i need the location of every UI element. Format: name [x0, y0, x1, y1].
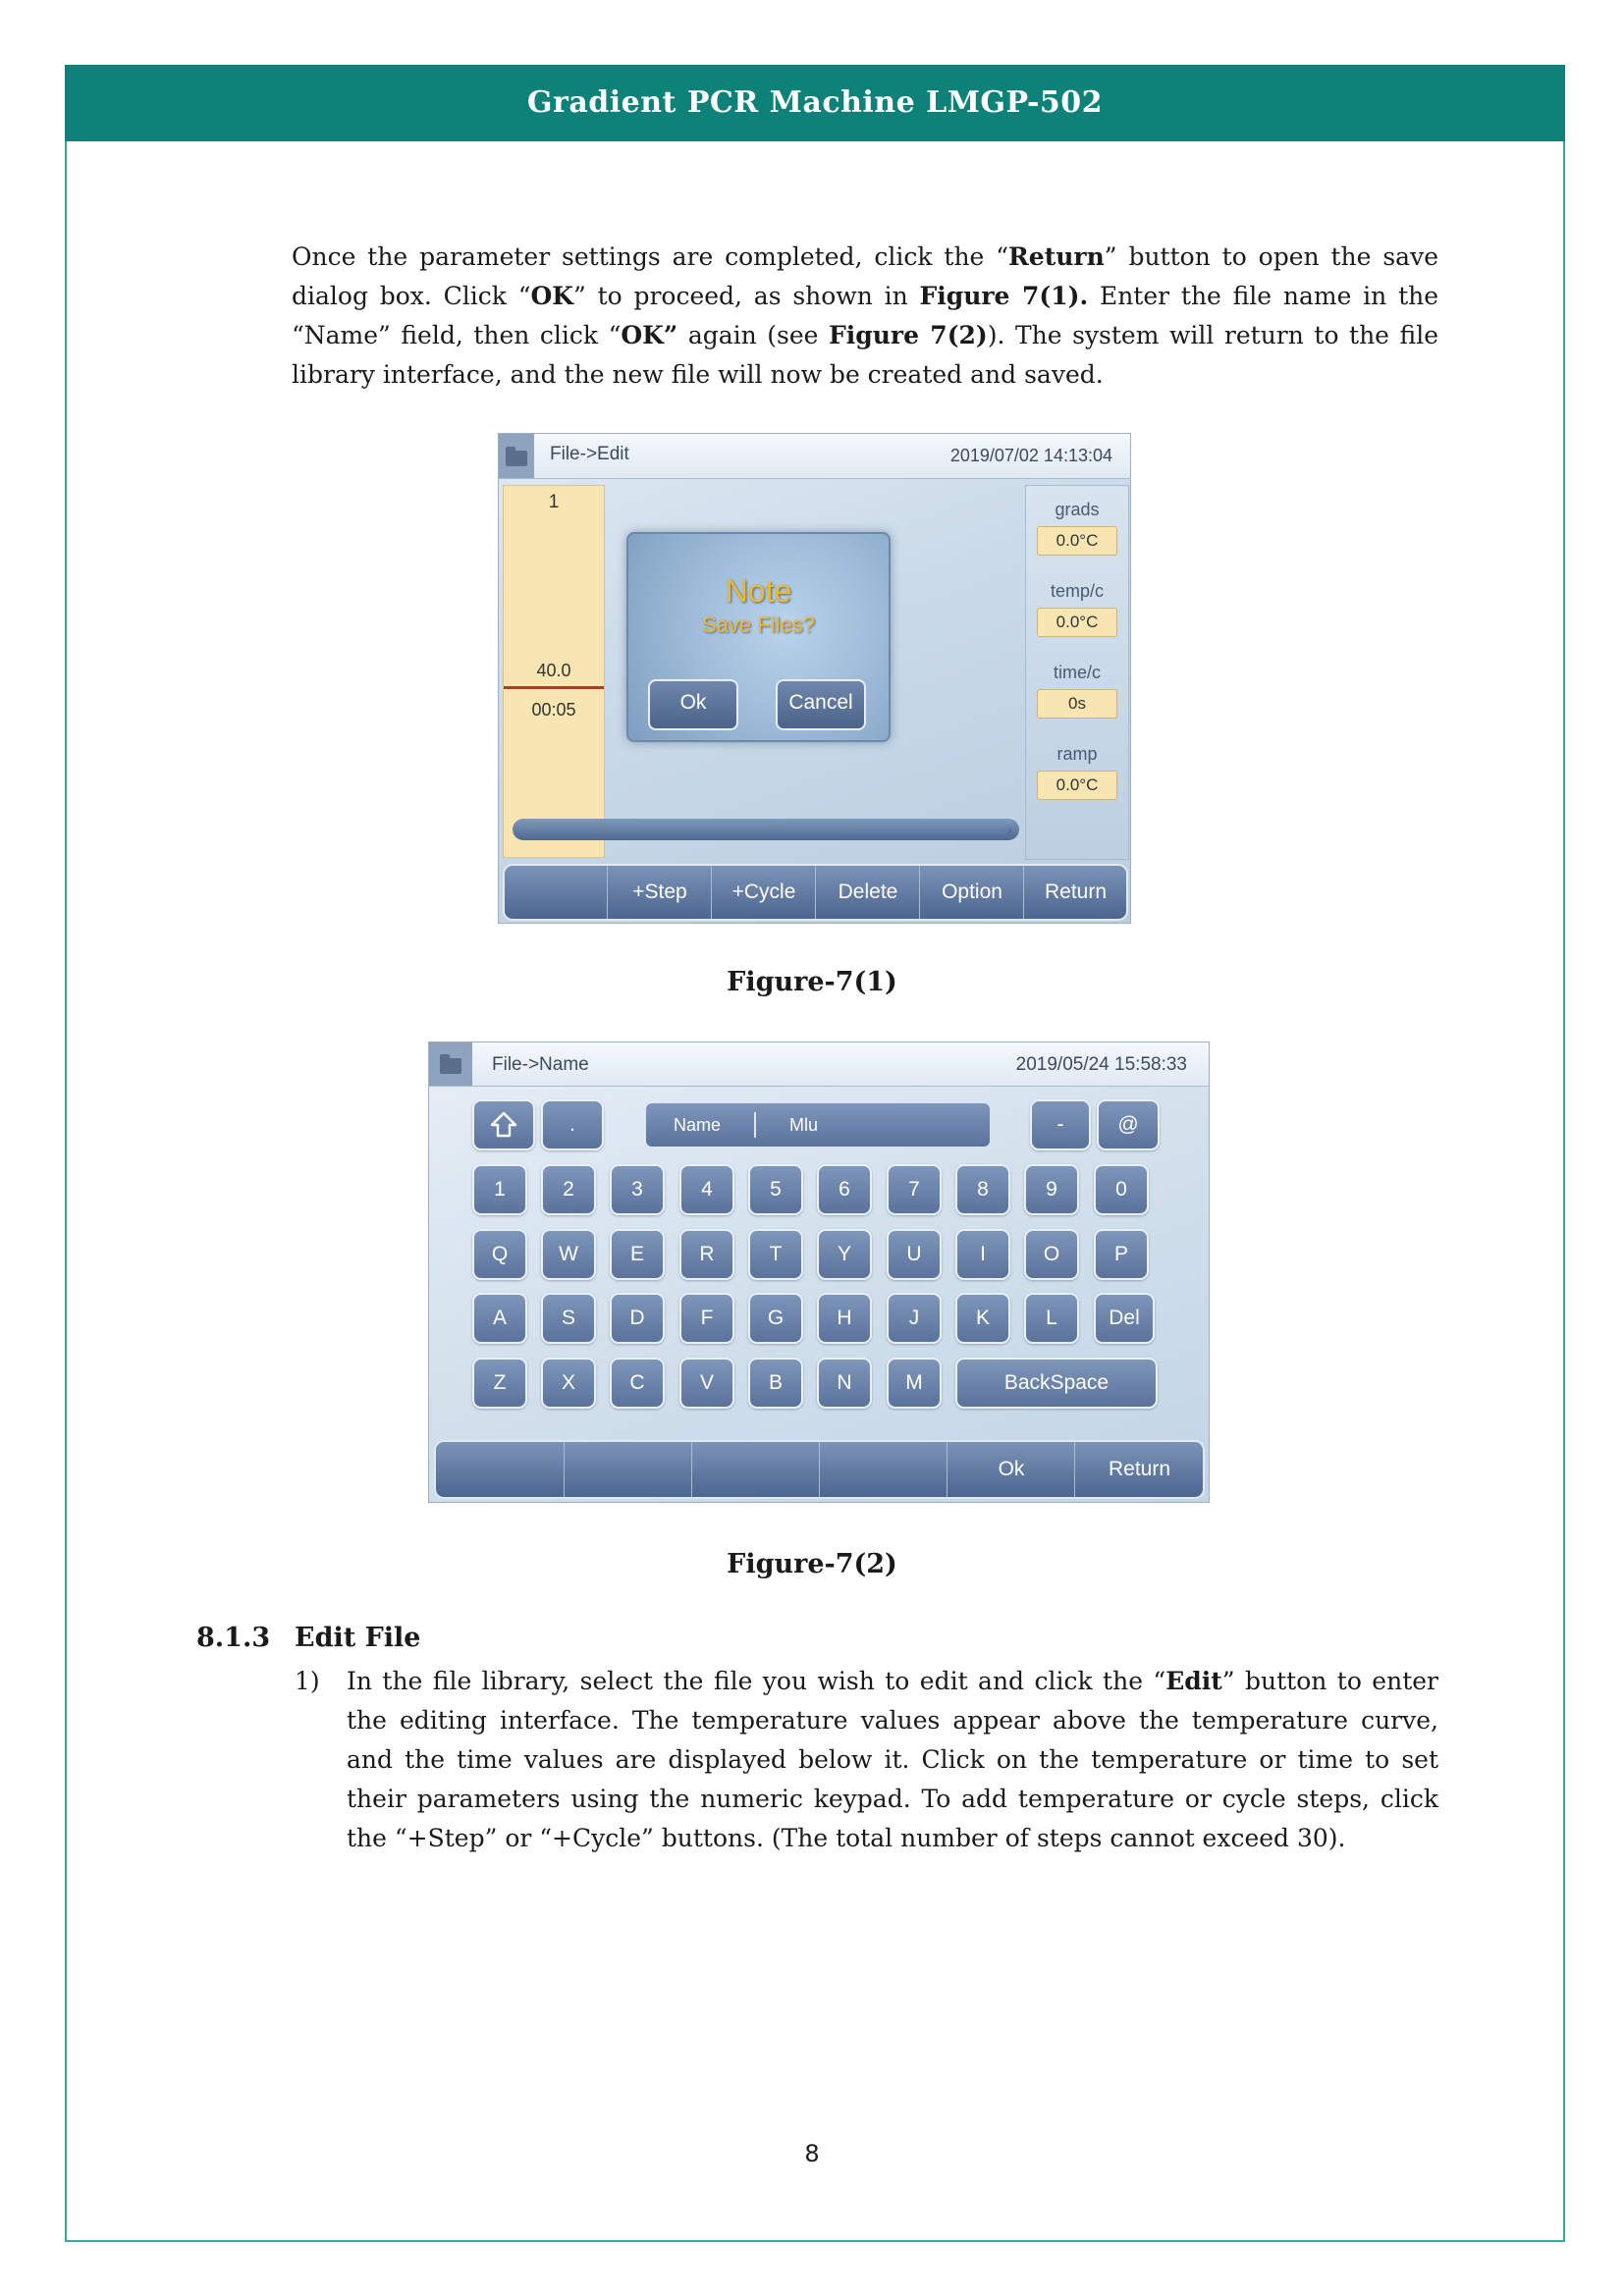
toolbar-blank: [564, 1442, 692, 1497]
name-field[interactable]: [646, 1103, 990, 1147]
key-5[interactable]: 5: [748, 1164, 803, 1215]
section-title: Edit File: [295, 1623, 421, 1653]
key-j[interactable]: J: [887, 1293, 942, 1344]
toolbar-cycle-button[interactable]: +Cycle: [711, 866, 816, 919]
param-value[interactable]: 0s: [1037, 689, 1117, 719]
toolbar-blank: [819, 1442, 947, 1497]
key-v[interactable]: V: [679, 1358, 734, 1409]
figure-7-1-screenshot: [498, 433, 1131, 924]
name-field-divider: [754, 1112, 756, 1138]
key-z[interactable]: Z: [472, 1358, 527, 1409]
temperature-curve-line: [504, 686, 604, 689]
key-0[interactable]: 0: [1094, 1164, 1149, 1215]
key-h[interactable]: H: [817, 1293, 872, 1344]
param-label: grads: [1055, 500, 1100, 519]
screen-path: File->Name: [492, 1054, 589, 1075]
name-label: Name: [674, 1115, 722, 1135]
figure-caption: Figure-7(2): [727, 1549, 897, 1579]
param-label: time/c: [1053, 663, 1101, 682]
param-value[interactable]: 0.0°C: [1037, 526, 1117, 556]
step-number: 1: [548, 492, 560, 512]
cancel-button[interactable]: Cancel: [776, 679, 866, 730]
toolbar-step-button[interactable]: +Step: [607, 866, 712, 919]
dialog-question: Save Files?: [702, 613, 815, 637]
item-text: In the file library, select the file you wish to edit and click the “: [347, 1667, 1166, 1695]
key-t[interactable]: T: [748, 1229, 803, 1280]
name-value: Mlu: [789, 1115, 819, 1135]
intro-text: ” to proceed, as shown in: [573, 282, 920, 310]
key-6[interactable]: 6: [817, 1164, 872, 1215]
toolbar-blank: [691, 1442, 820, 1497]
horizontal-scrollbar[interactable]: [513, 819, 1019, 840]
item-text: ” button to enter the editing interface. The temperature values appear above the temperature curve, and the time values are displayed below it. Click on the temperature or time to set their parameters using the numeric keypad. To add temperature or cycle steps, click the “+Step” or “+Cycle” buttons. (The total number of steps cannot exceed 30).: [347, 1667, 1438, 1852]
param-value[interactable]: 0.0°C: [1037, 608, 1117, 637]
param-time-c[interactable]: [1026, 663, 1128, 719]
delete-key[interactable]: Del: [1094, 1293, 1155, 1344]
key-c[interactable]: C: [610, 1358, 665, 1409]
intro-text: Once the parameter settings are completed, click the “: [292, 242, 1009, 271]
key-x[interactable]: X: [541, 1358, 596, 1409]
ok-button[interactable]: Ok: [648, 679, 738, 730]
key-7[interactable]: 7: [887, 1164, 942, 1215]
key-b[interactable]: B: [748, 1358, 803, 1409]
intro-bold-figure-ref: Figure 7(1).: [919, 282, 1089, 310]
toolbar-option-button[interactable]: Option: [919, 866, 1024, 919]
step-temperature[interactable]: 40.0: [536, 661, 571, 680]
key-q[interactable]: Q: [472, 1229, 527, 1280]
key-m[interactable]: M: [887, 1358, 942, 1409]
toolbar-ok-button[interactable]: Ok: [947, 1442, 1075, 1497]
dash-key[interactable]: -: [1030, 1099, 1091, 1150]
at-key[interactable]: @: [1097, 1099, 1160, 1150]
key-g[interactable]: G: [748, 1293, 803, 1344]
key-1[interactable]: 1: [472, 1164, 527, 1215]
param-temp-c[interactable]: [1026, 581, 1128, 637]
screen-toolbar: [434, 1440, 1205, 1499]
toolbar-delete-button[interactable]: Delete: [815, 866, 920, 919]
param-grads[interactable]: [1026, 500, 1128, 556]
folder-icon[interactable]: [499, 434, 534, 478]
key-o[interactable]: O: [1024, 1229, 1079, 1280]
screen-path: File->Edit: [550, 444, 629, 464]
key-4[interactable]: 4: [679, 1164, 734, 1215]
backspace-key[interactable]: BackSpace: [955, 1358, 1158, 1409]
key-y[interactable]: Y: [817, 1229, 872, 1280]
parameter-panel: [1025, 485, 1129, 860]
item-bold-edit: Edit: [1165, 1667, 1222, 1695]
screen-toolbar: [503, 864, 1128, 921]
param-label: temp/c: [1050, 581, 1105, 601]
key-n[interactable]: N: [817, 1358, 872, 1409]
toolbar-blank: [436, 1442, 564, 1497]
figure-7-2-screenshot: [428, 1041, 1210, 1503]
intro-text: ). The system will return to the file library interface, and the new file will now be created and saved.: [292, 321, 1438, 389]
key-2[interactable]: 2: [541, 1164, 596, 1215]
step-time[interactable]: 00:05: [531, 700, 576, 720]
key-8[interactable]: 8: [955, 1164, 1010, 1215]
key-i[interactable]: I: [955, 1229, 1010, 1280]
screen-title-bar: [429, 1042, 1210, 1087]
key-9[interactable]: 9: [1024, 1164, 1079, 1215]
intro-bold-figure-ref: Figure 7(2): [829, 321, 988, 349]
key-w[interactable]: W: [541, 1229, 596, 1280]
toolbar-return-button[interactable]: Return: [1023, 866, 1127, 919]
key-f[interactable]: F: [679, 1293, 734, 1344]
intro-text: again (see: [677, 321, 830, 349]
folder-icon[interactable]: [429, 1042, 472, 1086]
key-e[interactable]: E: [610, 1229, 665, 1280]
intro-bold-ok: OK”: [621, 321, 678, 349]
screen-datetime: 2019/05/24 15:58:33: [1015, 1054, 1187, 1075]
key-p[interactable]: P: [1094, 1229, 1149, 1280]
screen-datetime: 2019/07/02 14:13:04: [949, 446, 1112, 465]
intro-bold-ok: OK: [530, 282, 573, 310]
intro-text: ” button to open the save dialog box. Click “: [292, 242, 1438, 310]
save-dialog: [626, 532, 891, 742]
list-marker: 1): [295, 1667, 320, 1695]
screen-title-bar: [499, 434, 1131, 479]
key-r[interactable]: R: [679, 1229, 734, 1280]
scroll-right-arrow-icon[interactable]: ›: [1007, 822, 1012, 837]
intro-text: Enter the file name in the “Name” field, then click “: [292, 282, 1439, 349]
page-header-title: Gradient PCR Machine LMGP-502: [65, 65, 1565, 141]
list-item-text: [347, 1662, 1438, 1858]
param-ramp[interactable]: [1026, 744, 1128, 800]
section-number: 8.1.3: [196, 1623, 271, 1653]
intro-bold-return: Return: [1008, 242, 1105, 271]
param-label: ramp: [1056, 744, 1098, 764]
dialog-title: Note: [725, 573, 792, 609]
param-value[interactable]: 0.0°C: [1037, 771, 1117, 800]
key-d[interactable]: D: [610, 1293, 665, 1344]
section-heading: [196, 1623, 420, 1653]
key-s[interactable]: S: [541, 1293, 596, 1344]
toolbar-return-button[interactable]: Return: [1074, 1442, 1204, 1497]
toolbar-blank: [505, 866, 607, 919]
key-a[interactable]: A: [472, 1293, 527, 1344]
key-3[interactable]: 3: [610, 1164, 665, 1215]
shift-key[interactable]: [472, 1099, 535, 1150]
shift-arrow-icon: [489, 1110, 518, 1140]
page-number: 8: [804, 2140, 820, 2167]
key-k[interactable]: K: [955, 1293, 1010, 1344]
step-panel[interactable]: [503, 485, 605, 858]
key-u[interactable]: U: [887, 1229, 942, 1280]
figure-caption: Figure-7(1): [727, 967, 897, 997]
dot-key[interactable]: .: [541, 1099, 604, 1150]
intro-paragraph: [292, 238, 1438, 395]
key-l[interactable]: L: [1024, 1293, 1079, 1344]
